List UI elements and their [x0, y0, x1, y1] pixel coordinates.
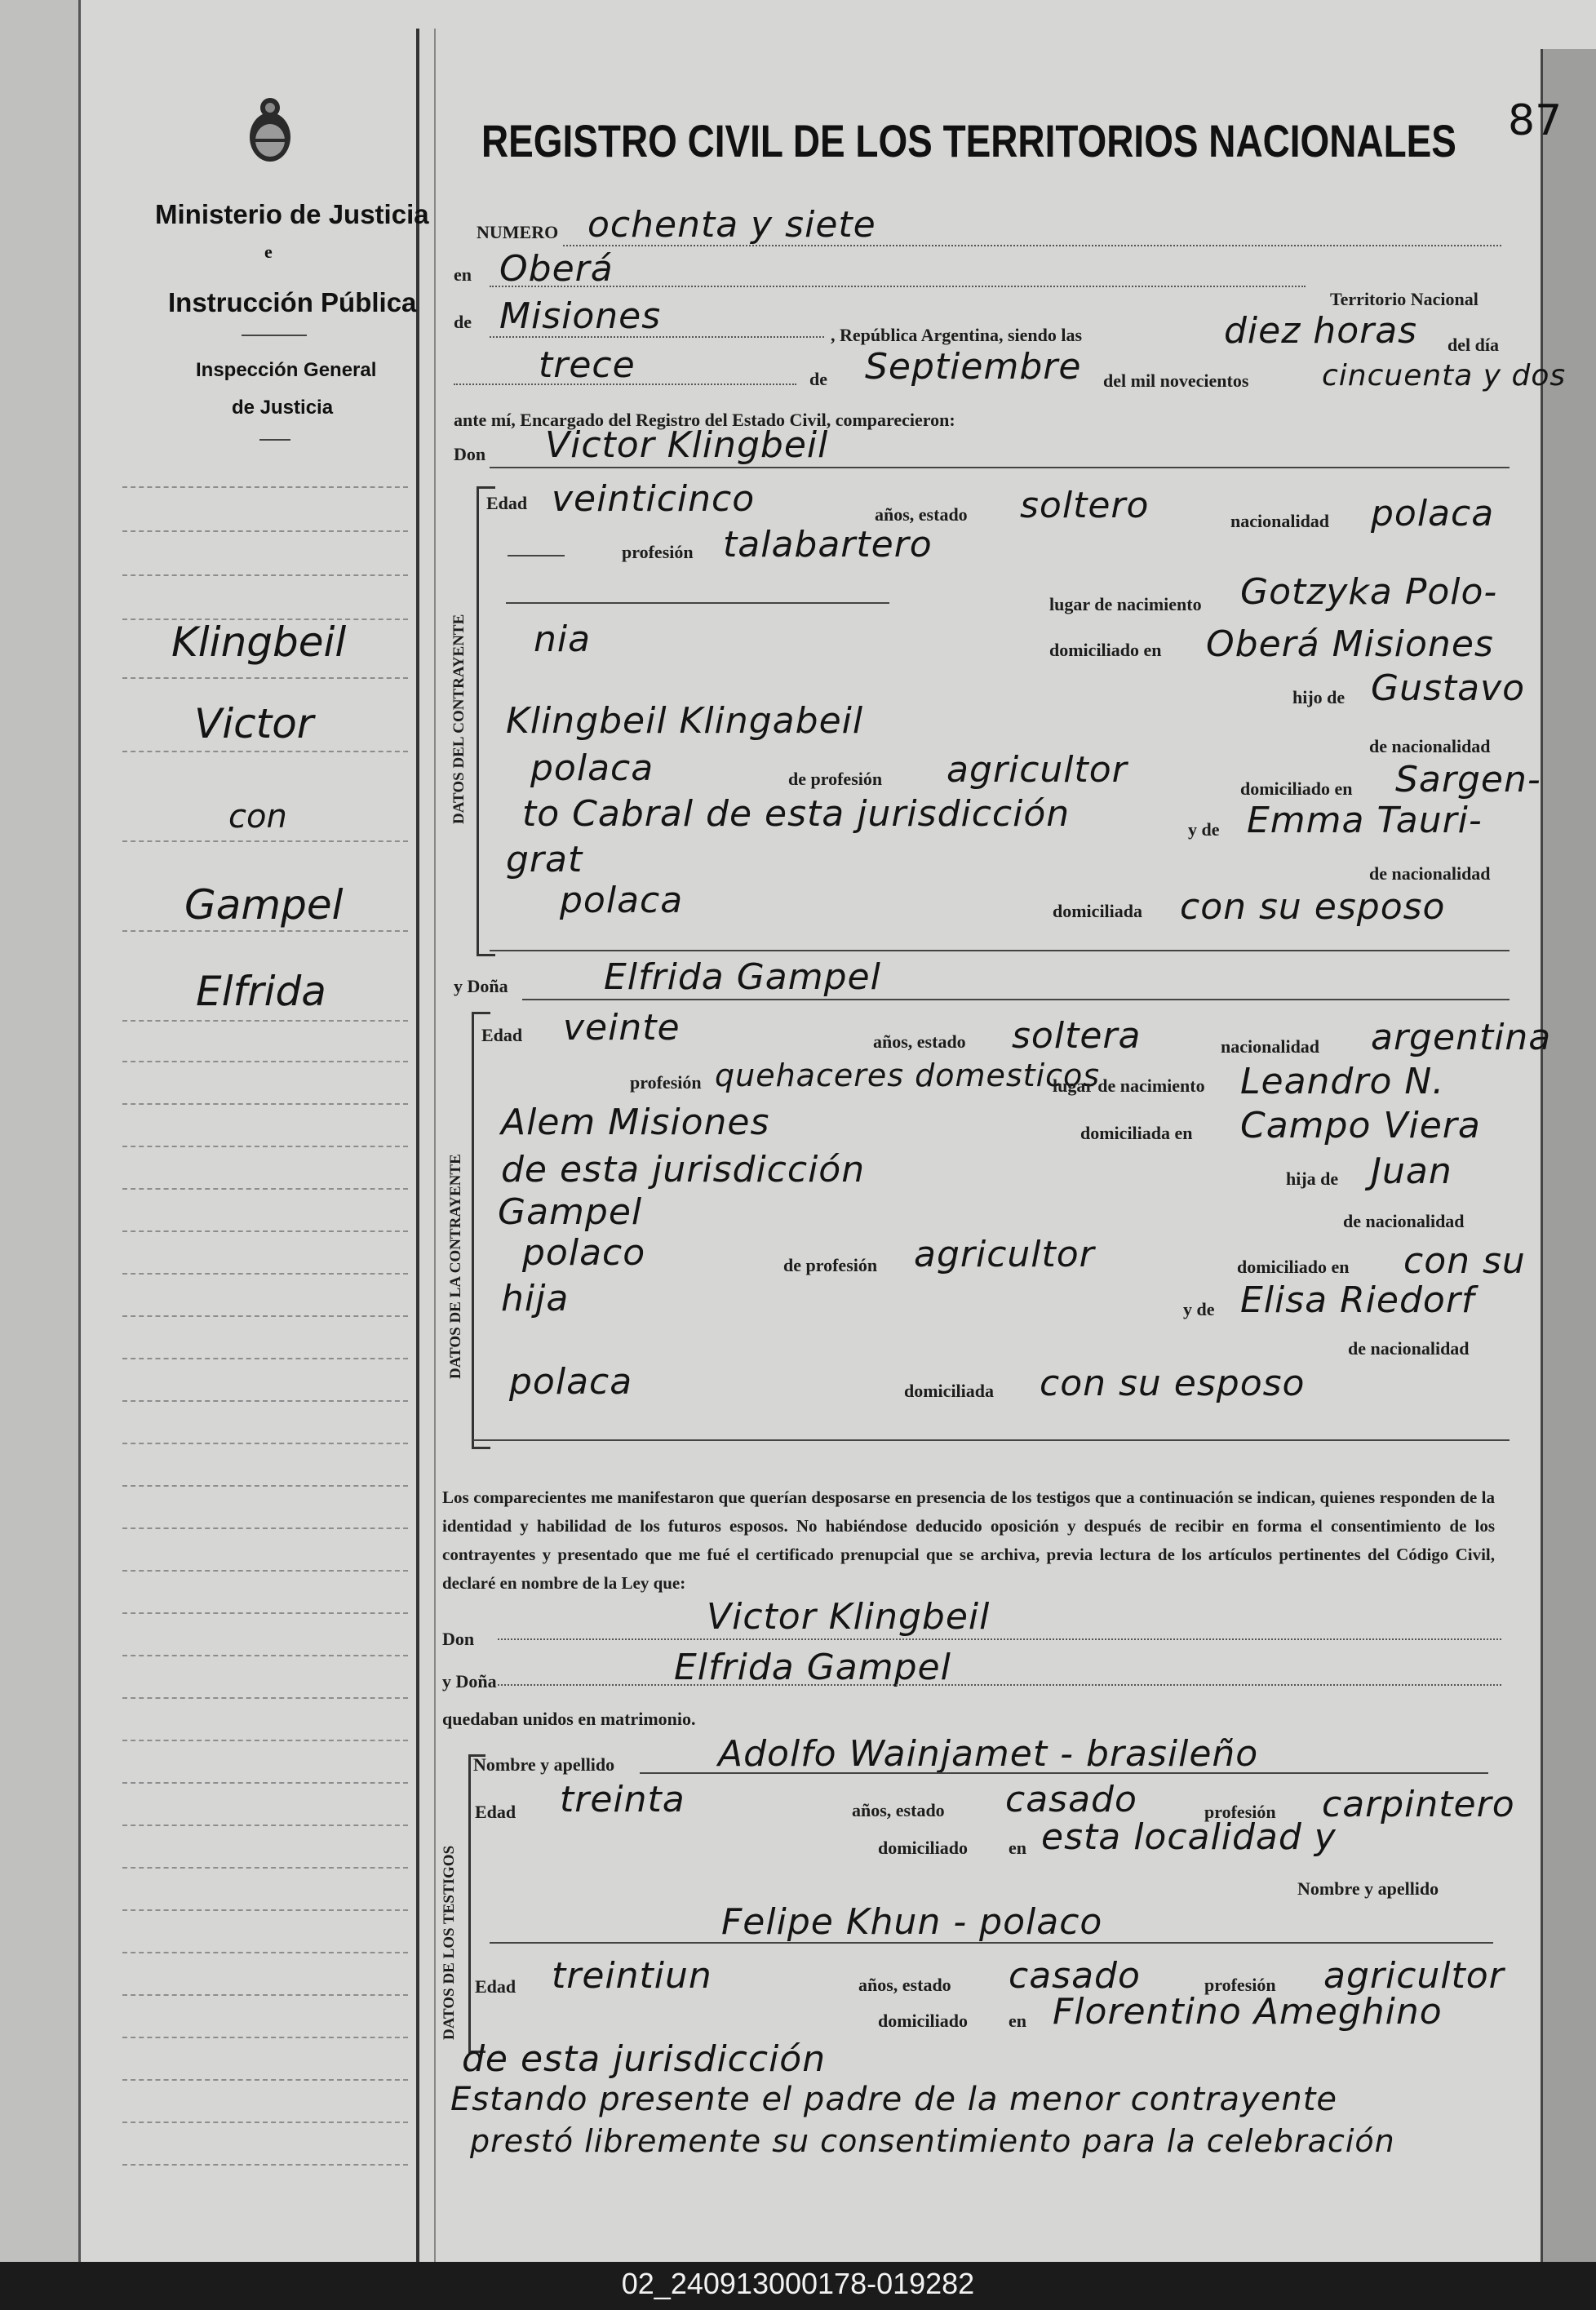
page-number: 87	[1508, 96, 1563, 145]
del-dia-label: del día	[1447, 335, 1499, 355]
groom-father-dom: Sargen-	[1395, 759, 1541, 800]
groom-name-line	[490, 467, 1510, 468]
w2-en-label: en	[1009, 2011, 1026, 2031]
page-binding-edge	[0, 0, 81, 2262]
w1-estado: casado	[1005, 1779, 1137, 1820]
consent-note-2: prestó libremente su consentimiento para la celebración	[470, 2123, 1395, 2159]
bride-edad: veinte	[563, 1007, 681, 1049]
groom-nac: polaca	[1371, 493, 1495, 534]
groom-dom: Oberá Misiones	[1206, 623, 1494, 665]
w2-name: Felipe Khun - polaco	[721, 1901, 1103, 1943]
bride-lugar: Leandro N.	[1240, 1061, 1445, 1102]
bride-section-bracket	[472, 1012, 490, 1449]
bride-edad-label: Edad	[481, 1025, 523, 1045]
witness-section-label: DATOS DE LOS TESTIGOS	[441, 1845, 458, 2040]
bride-mother: Elisa Riedorf	[1240, 1279, 1475, 1321]
w1-estado-label: años, estado	[852, 1800, 945, 1820]
bride-name: Elfrida Gampel	[604, 956, 881, 998]
bride-father: Juan	[1371, 1151, 1452, 1192]
decl-dona: Elfrida Gampel	[674, 1647, 951, 1688]
groom-nac-label: nacionalidad	[1230, 511, 1330, 531]
bride-estado: soltera	[1012, 1015, 1142, 1057]
groom-mother-dom-label: domiciliada	[1053, 901, 1143, 921]
groom-dom-label: domiciliado en	[1049, 640, 1162, 660]
w1-prof-label: profesión	[1204, 1802, 1276, 1822]
bride-dom-2: de esta jurisdicción	[501, 1149, 866, 1190]
don-label: Don	[454, 444, 486, 464]
groom-father-nac: polaca	[530, 747, 654, 789]
inspection-title: Inspección General	[196, 359, 377, 381]
groom-hijo-label: hijo de	[1292, 687, 1346, 707]
en-label: en	[454, 264, 472, 285]
groom-mother-nac-label: de nacionalidad	[1369, 863, 1491, 884]
y-dona-label: y Doña	[454, 976, 508, 996]
bride-father-nac: polaco	[522, 1232, 646, 1274]
groom-section-label: DATOS DEL CONTRAYENTE	[450, 614, 468, 824]
groom-edad-label: Edad	[486, 493, 528, 513]
ministry-title: Ministerio de Justicia	[155, 199, 429, 229]
groom-father-prof-label: de profesión	[788, 769, 883, 789]
en-line	[490, 286, 1306, 287]
groom-mother-label: y de	[1188, 819, 1220, 840]
groom-father: Gustavo	[1371, 667, 1526, 709]
w2-edad: treintiun	[552, 1955, 712, 1997]
bride-lugar-2: Alem Misiones	[501, 1102, 770, 1143]
bride-prof-label: profesión	[630, 1072, 702, 1093]
groom-section-end	[490, 950, 1510, 951]
groom-lugar: Gotzyka Polo-	[1240, 571, 1498, 613]
de-label: de	[454, 312, 472, 332]
bride-section-label: DATOS DE LA CONTRAYENTE	[447, 1154, 464, 1379]
bride-mother-dom: con su esposo	[1040, 1363, 1306, 1404]
bride-prof: quehaceres domesticos	[715, 1057, 1101, 1093]
bride-dom-label: domiciliada en	[1080, 1123, 1193, 1143]
bride-father-prof-label: de profesión	[783, 1255, 878, 1275]
numero-value: ochenta y siete	[587, 204, 876, 246]
scan-id: 02_240913000178-019282	[621, 2267, 975, 2300]
ministry-conjunction: e	[264, 242, 273, 262]
w1-en-label: en	[1009, 1838, 1026, 1858]
bride-father-dom-label: domiciliado en	[1237, 1257, 1350, 1277]
republica-label: , República Argentina, siendo las	[831, 325, 1083, 345]
groom-edad: veinticinco	[552, 478, 756, 520]
dia-value: trece	[539, 344, 636, 386]
bride-mother-label: y de	[1183, 1299, 1215, 1319]
groom-name: Victor Klingbeil	[545, 424, 829, 466]
en-value: Oberá	[499, 248, 614, 290]
consent-note-1: Estando presente el padre de la menor contrayente	[450, 2081, 1337, 2118]
margin-note-firstname: Victor	[194, 700, 314, 747]
bride-name-line	[522, 999, 1510, 1000]
w2-name-line	[490, 1942, 1493, 1944]
bride-father-nac-label: de nacionalidad	[1343, 1211, 1465, 1231]
groom-mother-nac: polaca	[560, 880, 684, 921]
w2-prof-label: profesión	[1204, 1975, 1276, 1995]
groom-estado: soltero	[1020, 485, 1150, 526]
groom-estado-label: años, estado	[875, 504, 968, 525]
page-title: REGISTRO CIVIL DE LOS TERRITORIOS NACIONALES	[481, 115, 1456, 166]
w2-dom-2: de esta jurisdicción	[462, 2038, 827, 2080]
bride-hija-label: hija de	[1286, 1168, 1339, 1189]
de2-label: de	[809, 369, 827, 389]
bride-mother-nac: polaca	[509, 1361, 633, 1403]
w2-estado-label: años, estado	[858, 1975, 951, 1995]
legal-paragraph: Los comparecientes me manifestaron que querían desposarse en presencia de los testigos que a continuación se indican, quienes responden de la identidad y habilidad de los futuros esposos. No habiéndose deducido oposición y después de recibir en forma el consentimiento de los contrayentes y presentado que me fué el certificado prenupcial que se archiva, previa lectura de los artículos pertinentes del Código Civil, declaré en nombre de la Ley que:	[442, 1488, 1495, 1593]
bride-dom: Campo Viera	[1240, 1105, 1481, 1146]
witness-section-bracket	[468, 1754, 485, 2053]
ante-mi-label: ante mí, Encargado del Registro del Estado Civil, comparecieron:	[454, 410, 955, 430]
column-divider	[416, 29, 436, 2262]
decl-dona-line	[498, 1684, 1501, 1686]
w1-edad: treinta	[560, 1779, 685, 1820]
w2-dom: Florentino Ameghino	[1053, 1991, 1443, 2033]
margin-note-con: con	[228, 798, 287, 836]
de-line	[490, 336, 824, 338]
w1-dom-label: domiciliado	[878, 1838, 969, 1858]
groom-lugar-label: lugar de nacimiento	[1049, 594, 1202, 614]
margin-note-surname: Klingbeil	[171, 619, 347, 666]
w1-dom: esta localidad y	[1041, 1816, 1337, 1858]
w2-prof: agricultor	[1323, 1955, 1505, 1997]
decl-don-line	[498, 1638, 1501, 1640]
bride-mother-nac-label: de nacionalidad	[1348, 1338, 1470, 1359]
numero-label: NUMERO	[477, 222, 559, 242]
dia-line	[454, 384, 796, 385]
decl-don: Victor Klingbeil	[707, 1596, 991, 1638]
bride-lugar-label: lugar de nacimiento	[1053, 1075, 1205, 1096]
bride-father-prof: agricultor	[914, 1234, 1095, 1275]
w2-dom-label: domiciliado	[878, 2011, 969, 2031]
decl-don-label: Don	[442, 1629, 475, 1649]
margin-note-firstname2: Elfrida	[196, 968, 326, 1015]
ministry-subtitle: Instrucción Pública	[168, 287, 417, 317]
groom-prof-pre-line	[508, 555, 565, 556]
anio-value: cincuenta y dos	[1322, 359, 1567, 392]
w2-name-label: Nombre y apellido	[1297, 1878, 1439, 1899]
del-mil-label: del mil novecientos	[1103, 370, 1249, 391]
coat-of-arms-icon	[245, 91, 295, 163]
w1-name: Adolfo Wainjamet - brasileño	[718, 1733, 1259, 1775]
groom-father-nac-label: de nacionalidad	[1369, 736, 1491, 756]
w2-estado: casado	[1009, 1955, 1141, 1997]
de-value: Misiones	[499, 295, 662, 337]
groom-mother-2: grat	[506, 839, 583, 880]
inspection-subtitle: de Justicia	[232, 397, 334, 419]
ministry-divider	[242, 335, 307, 336]
bride-nac-label: nacionalidad	[1221, 1036, 1320, 1057]
scan-footer	[0, 2262, 1596, 2310]
bride-section-end	[473, 1439, 1510, 1441]
mes-value: Septiembre	[865, 346, 1082, 388]
groom-father-2: Klingbeil Klingabeil	[506, 700, 864, 742]
bride-father-2: Gampel	[498, 1191, 643, 1233]
w1-name-label: Nombre y apellido	[473, 1754, 615, 1775]
w2-edad-label: Edad	[475, 1976, 516, 1997]
groom-lugar-pre-line	[506, 602, 889, 604]
groom-mother: Emma Tauri-	[1247, 800, 1483, 841]
groom-father-dom-2: to Cabral de esta jurisdicción	[522, 793, 1071, 835]
bride-estado-label: años, estado	[873, 1031, 966, 1052]
quedaban-label: quedaban unidos en matrimonio.	[442, 1709, 696, 1729]
groom-father-dom-label: domiciliado en	[1240, 778, 1353, 799]
hora-value: diez horas	[1224, 310, 1418, 352]
decl-dona-label: y Doña	[442, 1671, 497, 1691]
w1-name-line	[640, 1772, 1488, 1774]
territorio-label: Territorio Nacional	[1330, 289, 1479, 309]
groom-prof: talabartero	[723, 524, 933, 565]
bride-mother-dom-label: domiciliada	[904, 1381, 995, 1401]
bride-nac: argentina	[1371, 1017, 1552, 1058]
bride-father-dom-2: hija	[501, 1278, 570, 1319]
w1-prof: carpintero	[1322, 1784, 1515, 1825]
w1-edad-label: Edad	[475, 1802, 516, 1822]
groom-lugar-2: nia	[534, 619, 592, 660]
inspection-divider	[259, 439, 290, 441]
groom-section-bracket	[477, 486, 495, 956]
numero-line	[563, 245, 1501, 246]
margin-note-surname2: Gampel	[184, 881, 344, 929]
groom-father-prof: agricultor	[947, 749, 1128, 791]
bride-father-dom: con su	[1403, 1240, 1526, 1282]
groom-prof-label: profesión	[622, 542, 694, 562]
groom-mother-dom: con su esposo	[1180, 886, 1446, 928]
